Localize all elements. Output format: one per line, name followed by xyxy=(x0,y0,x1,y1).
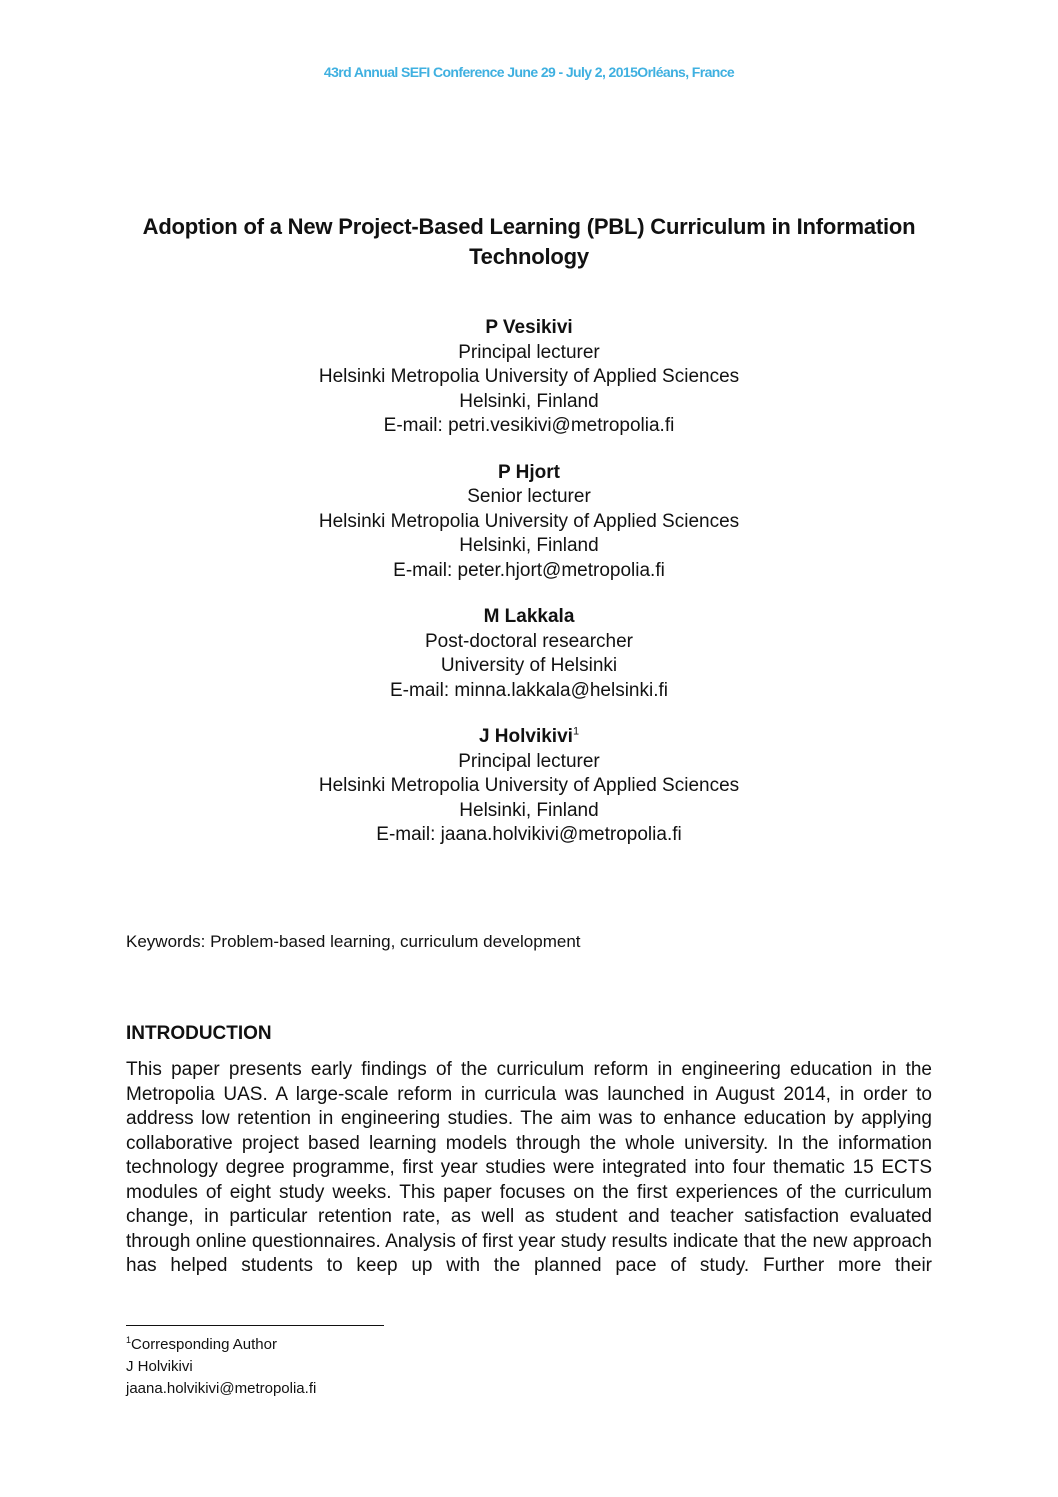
author-email: E-mail: jaana.holvikivi@metropolia.fi xyxy=(376,824,682,845)
author-block xyxy=(0,316,1058,439)
author-name: P Vesikivi xyxy=(485,317,573,338)
author-affiliation: Helsinki Metropolia University of Applied Sciences xyxy=(318,510,740,532)
footnote-divider xyxy=(126,1325,384,1326)
author-title: Principal lecturer xyxy=(458,750,600,772)
keywords: Keywords: Problem-based learning, curriculum development xyxy=(126,932,581,951)
section-heading-introduction: INTRODUCTION xyxy=(126,1023,272,1044)
author-affiliation: University of Helsinki xyxy=(440,655,618,676)
author-title: Senior lecturer xyxy=(467,486,591,507)
author-location: Helsinki, Finland xyxy=(459,535,599,556)
author-title: Post-doctoral researcher xyxy=(424,630,634,652)
author-block xyxy=(0,461,1058,584)
author-affiliation: Helsinki Metropolia University of Applied Sciences xyxy=(318,366,740,387)
footnote-label: Corresponding Author xyxy=(131,1336,277,1353)
footnote-marker: 1 xyxy=(126,1335,132,1345)
conference-header: 43rd Annual SEFI Conference June 29 - July 2, 2015Orléans, France xyxy=(323,64,735,80)
author-title: Principal lecturer xyxy=(458,341,600,363)
author-name: M Lakkala xyxy=(483,606,575,627)
footnote-marker: 1 xyxy=(572,725,580,738)
author-location: Helsinki, Finland xyxy=(459,390,599,412)
author-block xyxy=(0,725,1058,848)
author-list xyxy=(0,316,1058,870)
author-email: E-mail: peter.hjort@metropolia.fi xyxy=(393,559,665,581)
author-email: E-mail: petri.vesikivi@metropolia.fi xyxy=(383,415,675,436)
author-affiliation: Helsinki Metropolia University of Applied Sciences xyxy=(318,775,740,796)
footnote-email: jaana.holvikivi@metropolia.fi xyxy=(126,1380,317,1397)
author-name: J Holvikivi xyxy=(478,726,573,747)
author-block xyxy=(0,605,1058,703)
footnote xyxy=(126,1334,316,1400)
author-location: Helsinki, Finland xyxy=(459,799,599,821)
author-email: E-mail: minna.lakkala@helsinki.fi xyxy=(390,679,668,701)
footnote-name: J Holvikivi xyxy=(126,1358,193,1375)
paper-title: Adoption of a New Project-Based Learning (PBL) Curriculum in Information Technology xyxy=(142,214,916,269)
author-name: P Hjort xyxy=(498,461,560,483)
introduction-paragraph: This paper presents early findings of the curriculum reform in engineering education in the Metropolia UAS. A large-scale reform in curricula was launched in August 2014, in order to address low retention in engineering studies. The aim was to enhance education by applying collaborative project based learning models through the whole university. In the information technology degree programme, first year studies were integrated into four thematic 15 ECTS modules of eight study weeks. This paper focuses on the first experiences of the curriculum change, in particular retention rate, as well as student and teacher satisfaction evaluated through online questionnaires. Analysis of first year study results indicate that the new approach has helped students to keep up with the planned pace of study. Further more their xyxy=(126,1059,932,1276)
